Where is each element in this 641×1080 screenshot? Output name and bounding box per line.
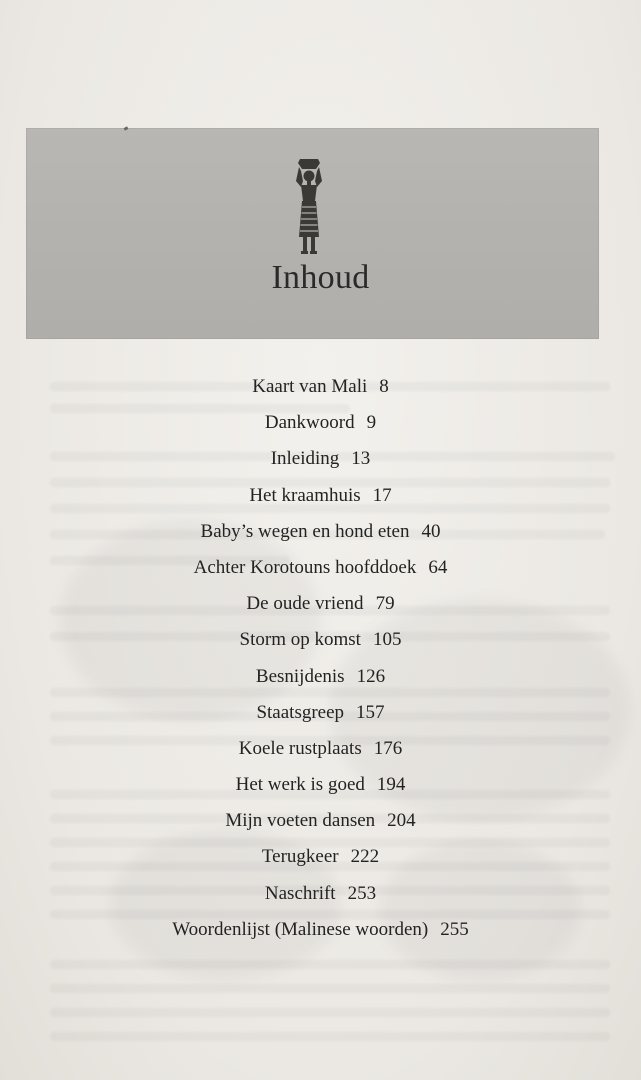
toc-entry-title: Mijn voeten dansen bbox=[225, 810, 376, 832]
toc-entry bbox=[0, 369, 641, 405]
show-through-line bbox=[50, 1032, 610, 1041]
toc-entry-title: Dankwoord bbox=[264, 412, 355, 434]
toc-entry bbox=[0, 767, 641, 803]
table-of-contents bbox=[0, 369, 641, 948]
toc-entry-title: Terugkeer bbox=[261, 846, 339, 868]
toc-entry-page-number: 176 bbox=[373, 737, 403, 759]
toc-entry-page-number: 8 bbox=[379, 376, 389, 397]
woman-carrying-pot-icon bbox=[290, 157, 328, 257]
toc-entry-page-number: 255 bbox=[440, 918, 469, 940]
toc-entry-page-number: 40 bbox=[421, 520, 441, 542]
toc-entry bbox=[0, 876, 641, 912]
toc-entry bbox=[0, 912, 641, 948]
toc-entry-title: De oude vriend bbox=[246, 593, 364, 615]
toc-entry-page-number: 17 bbox=[372, 484, 392, 506]
toc-entry bbox=[0, 405, 641, 441]
toc-entry-title: Achter Korotouns hoofddoek bbox=[193, 556, 417, 578]
toc-entry-title: Woordenlijst (Malinese woorden) bbox=[172, 918, 429, 940]
toc-entry-title: Inleiding bbox=[270, 448, 340, 470]
toc-entry bbox=[0, 586, 641, 622]
toc-entry-title: Het werk is goed bbox=[235, 774, 365, 796]
toc-entry-title: Storm op komst bbox=[239, 629, 361, 651]
toc-entry-page-number: 13 bbox=[351, 448, 371, 470]
toc-entry-page-number: 9 bbox=[366, 412, 377, 434]
toc-entry bbox=[0, 659, 641, 695]
toc-entry bbox=[0, 441, 641, 477]
show-through-line bbox=[50, 1008, 610, 1017]
toc-entry bbox=[0, 478, 641, 514]
toc-entry-page-number: 253 bbox=[347, 882, 377, 904]
toc-entry bbox=[0, 550, 641, 586]
toc-entry-title: Besnijdenis bbox=[255, 665, 345, 687]
toc-entry-page-number: 79 bbox=[375, 593, 395, 615]
toc-entry-title: Koele rustplaats bbox=[238, 737, 362, 759]
toc-entry-page-number: 126 bbox=[356, 665, 386, 687]
toc-entry-title: Baby’s wegen en hond eten bbox=[200, 520, 410, 542]
toc-entry-page-number: 64 bbox=[428, 556, 448, 578]
toc-entry bbox=[0, 731, 641, 767]
toc-entry bbox=[0, 839, 641, 875]
toc-entry-page-number: 157 bbox=[356, 701, 385, 723]
toc-entry-page-number: 204 bbox=[387, 810, 416, 832]
toc-entry-title: Naschrift bbox=[264, 882, 336, 904]
toc-entry bbox=[0, 695, 641, 731]
toc-entry bbox=[0, 514, 641, 550]
toc-entry-page-number: 105 bbox=[372, 629, 402, 651]
toc-entry-page-number: 222 bbox=[350, 846, 380, 868]
toc-entry-title: Kaart van Mali bbox=[252, 376, 368, 397]
show-through-line bbox=[50, 984, 610, 993]
toc-entry-title: Het kraamhuis bbox=[249, 484, 361, 506]
toc-entry bbox=[0, 622, 641, 658]
show-through-line bbox=[50, 960, 610, 969]
toc-entry-page-number: 194 bbox=[376, 774, 406, 796]
toc-entry-title: Staatsgreep bbox=[256, 701, 345, 723]
toc-entry bbox=[0, 803, 641, 839]
contents-heading: Inhoud bbox=[271, 259, 370, 296]
